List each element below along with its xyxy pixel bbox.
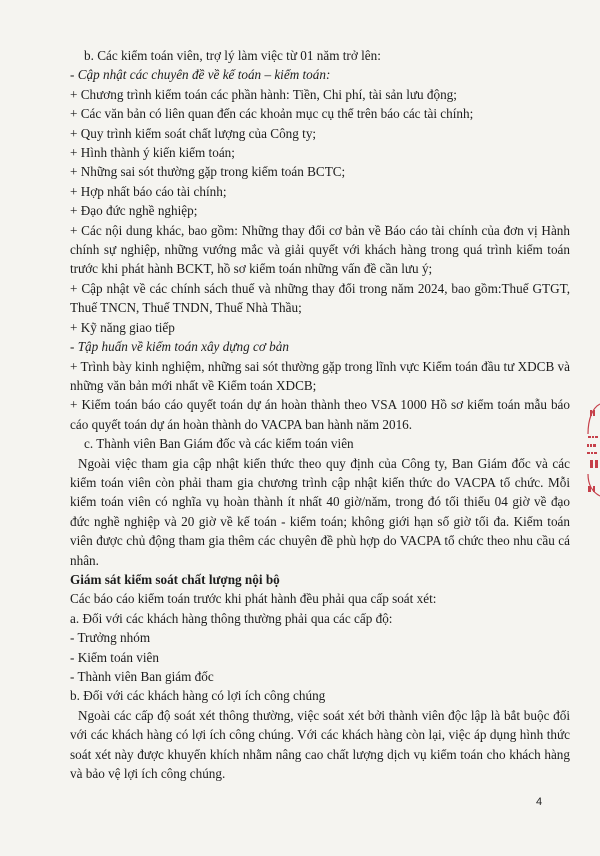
list-item: + Những sai sót thường gặp trong kiểm toán BCTC; — [70, 164, 346, 180]
update-topics-heading: - Cập nhật các chuyên đề về kế toán – kiểm toán: — [70, 67, 331, 83]
section-c-paragraph: Ngoài việc tham gia cập nhật kiến thức theo quy định của Công ty, Ban Giám đốc và các kiểm toán viên còn phải tham gia chương trình cập nhật kiến thức do VACPA tổ chức. Mỗi kiểm toán viên có nghĩa vụ hoàn thành ít nhất 40 giờ/năm, trong đó tối thiểu 04 giờ về đạo đức nghề nghiệp và 20 giờ về kế toán - kiểm toán; không giới hạn số giờ tối đa. Kiểm toán viên được chủ động tham gia thêm các chuyên đề phù hợp do VACPA tổ chức theo nhu cầu cá nhân. — [70, 455, 570, 568]
section-c-heading: c. Thành viên Ban Giám đốc và các kiểm toán viên — [84, 436, 354, 452]
stamp-fragment-graphic — [582, 400, 600, 510]
list-item: + Chương trình kiểm toán các phần hành: Tiền, Chi phí, tài sản lưu động; — [70, 86, 457, 102]
list-item: + Hợp nhất báo cáo tài chính; — [70, 183, 227, 199]
qc-item-b: b. Đối với các khách hàng có lợi ích công chúng — [70, 688, 326, 704]
list-item: + Cập nhật về các chính sách thuế và những thay đổi trong năm 2024, bao gồm:Thuế GTGT, Thuế TNCN, Thuế TNDN, Thuế Nhà Thầu; — [70, 280, 570, 316]
page-body — [70, 46, 570, 783]
quality-control-heading: Giám sát kiểm soát chất lượng nội bộ — [70, 571, 280, 587]
qc-item-a: a. Đối với các khách hàng thông thường phải qua các cấp độ: — [70, 610, 393, 626]
list-item: + Đạo đức nghề nghiệp; — [70, 203, 198, 219]
training-heading: - Tập huấn về kiểm toán xây dựng cơ bản — [70, 339, 289, 355]
list-item: + Các văn bản có liên quan đến các khoản mục cụ thể trên báo các tài chính; — [70, 106, 474, 122]
list-item: - Trưởng nhóm — [70, 630, 151, 646]
list-item: + Trình bày kinh nghiệm, những sai sót thường gặp trong lĩnh vực Kiểm toán đầu tư XDCB và những văn bản mới nhất về Kiểm toán XDCB; — [70, 358, 570, 393]
list-item: + Quy trình kiểm soát chất lượng của Công ty; — [70, 125, 317, 141]
list-item: + Kỹ năng giao tiếp — [70, 319, 175, 335]
list-item: + Hình thành ý kiến kiểm toán; — [70, 145, 235, 161]
list-item: - Kiểm toán viên — [70, 649, 159, 665]
section-b-heading: b. Các kiểm toán viên, trợ lý làm việc từ 01 năm trở lên: — [84, 48, 381, 63]
stamp-fragment — [582, 400, 600, 510]
page-number: 4 — [536, 796, 543, 808]
quality-control-intro: Các báo cáo kiểm toán trước khi phát hành đều phải qua cấp soát xét: — [70, 591, 437, 607]
qc-paragraph: Ngoài các cấp độ soát xét thông thường, việc soát xét bởi thành viên độc lập là bắt buộc đối với các khách hàng có lợi ích công chúng. Với các khách hàng còn lại, việc áp dụng hình thức soát xét này được khuyến khích nhằm nâng cao chất lượng dịch vụ kiểm toán cho khách hàng và bảo vệ lợi ích công chúng. — [70, 707, 570, 782]
list-item: + Các nội dung khác, bao gồm: Những thay đổi cơ bản về Báo cáo tài chính của đơn vị Hành chính sự nghiệp, những vướng mắc và giải quyết với khách hàng trong quá trình kiểm toán trước khi phát hành BCKT, hồ sơ kiểm toán những vấn đề cần lưu ý; — [70, 222, 570, 277]
list-item: + Kiểm toán báo cáo quyết toán dự án hoàn thành theo VSA 1000 Hồ sơ kiểm toán mẫu báo cáo quyết toán dự án hoàn thành do VACPA ban hành năm 2016. — [70, 397, 570, 432]
list-item: - Thành viên Ban giám đốc — [70, 669, 214, 684]
